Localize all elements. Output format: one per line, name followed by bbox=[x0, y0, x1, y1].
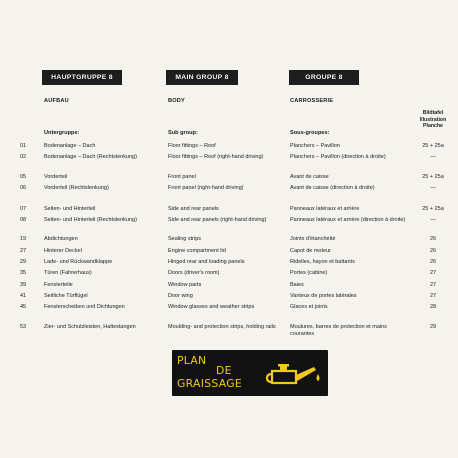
row-plate: 27 bbox=[429, 282, 437, 288]
logo-text-line: DE bbox=[216, 364, 232, 377]
subgroup-label-de: Untergruppe: bbox=[44, 130, 80, 136]
row-plate: 26 bbox=[429, 236, 437, 242]
section-title-fr: CARROSSERIE bbox=[290, 98, 334, 104]
row-text-en: Moulding- and protection strips, holding rails bbox=[168, 324, 276, 330]
row-number: 29 bbox=[20, 259, 27, 265]
row-text-de: Bodenanlage – Dach (Rechtslenkung) bbox=[44, 154, 137, 160]
row-number: 27 bbox=[20, 248, 27, 254]
row-text-de: Fensterteile bbox=[44, 282, 73, 288]
row-text-en: Window glasses and weather strips bbox=[168, 304, 255, 310]
oil-can-icon bbox=[266, 357, 324, 391]
row-number: 35 bbox=[20, 270, 27, 276]
row-number: 06 bbox=[20, 185, 27, 191]
row-text-fr: Capot de moteur bbox=[290, 248, 331, 254]
row-text-de: Fensterscheiben und Dichtungen bbox=[44, 304, 125, 310]
row-text-en: Side and rear panels (right-hand driving) bbox=[168, 217, 267, 223]
row-text-fr: Planchers – Pavillon (direction à droite) bbox=[290, 154, 386, 160]
row-number: 08 bbox=[20, 217, 27, 223]
row-plate: 27 bbox=[429, 270, 437, 276]
section-title-de: AUFBAU bbox=[44, 98, 69, 104]
header-de: HAUPTGRUPPE 8 bbox=[42, 70, 122, 85]
subgroup-label-en: Sub group: bbox=[168, 130, 198, 136]
plate-header-en: Illustration bbox=[419, 116, 447, 123]
row-text-de: Seiten- und Hinterteil (Rechtslenkung) bbox=[44, 217, 137, 223]
row-number: 07 bbox=[20, 206, 27, 212]
row-text-de: Seiten- und Hinterteil bbox=[44, 206, 96, 212]
row-plate: — bbox=[430, 217, 436, 223]
row-text-en: Engine compartment lid bbox=[168, 248, 226, 254]
logo-text-line: PLAN bbox=[177, 354, 207, 367]
row-text-fr: Planchers – Pavillon bbox=[290, 143, 340, 149]
row-text-en: Window parts bbox=[168, 282, 202, 288]
row-plate: 28 bbox=[429, 304, 437, 310]
plate-header-fr: Planche bbox=[423, 123, 443, 130]
row-text-de: Zier- und Schutzleisten, Haltestangen bbox=[44, 324, 136, 330]
plan-de-graissage-logo bbox=[172, 350, 328, 396]
row-text-en: Hinged rear and loading panels bbox=[168, 259, 245, 265]
plate-header-de: Bildtafel bbox=[422, 110, 444, 116]
row-text-de: Vorderteil (Rechtslenkung) bbox=[44, 185, 109, 191]
row-plate: — bbox=[430, 154, 436, 160]
row-text-de: Seitliche Türflügel bbox=[44, 293, 88, 299]
row-text-en: Front panel bbox=[168, 174, 196, 180]
row-text-fr: Avant de caisse bbox=[290, 174, 329, 180]
row-text-fr: Glaces et joints bbox=[290, 304, 328, 310]
row-text-en: Floor fittings – Roof bbox=[168, 143, 216, 149]
row-text-en: Doors (driver's room) bbox=[168, 270, 220, 276]
row-number: 45 bbox=[20, 304, 27, 310]
header-fr: GROUPE 8 bbox=[289, 70, 359, 85]
row-text-de: Lade- und Rückwandklappe bbox=[44, 259, 113, 265]
row-text-fr: Moulures, barres de protection et mains courantes bbox=[290, 324, 387, 338]
row-number: 02 bbox=[20, 154, 27, 160]
subgroup-label-fr: Sous-groupes: bbox=[290, 130, 330, 136]
row-text-en: Floor fittings – Roof (right-hand driving) bbox=[168, 154, 264, 160]
row-plate: — bbox=[430, 185, 436, 191]
row-text-fr: Baies bbox=[290, 282, 304, 288]
row-plate: 26 bbox=[429, 248, 437, 254]
row-text-fr: Joints d'étanchéité bbox=[290, 236, 336, 242]
row-plate: 25 + 25a bbox=[422, 143, 444, 149]
row-text-en: Sealing strips bbox=[168, 236, 202, 242]
row-plate: 29 bbox=[429, 324, 437, 330]
row-plate: 25 + 25a bbox=[422, 174, 444, 180]
row-plate: 26 bbox=[429, 259, 437, 265]
section-title-en: BODY bbox=[168, 98, 185, 104]
row-text-de: Hinterer Deckel bbox=[44, 248, 82, 254]
row-plate: 27 bbox=[429, 293, 437, 299]
row-text-en: Side and rear panels bbox=[168, 206, 219, 212]
row-number: 05 bbox=[20, 174, 27, 180]
logo-text-line: GRAISSAGE bbox=[177, 377, 242, 390]
row-text-fr: Ridelles, hayon et battants bbox=[290, 259, 355, 265]
row-text-de: Vorderteil bbox=[44, 174, 68, 180]
row-number: 53 bbox=[20, 324, 27, 330]
row-text-de: Bodenanlage – Dach bbox=[44, 143, 96, 149]
row-text-de: Türen (Fahrerhaus) bbox=[44, 270, 92, 276]
row-text-fr: Panneaux latéraux et arrière bbox=[290, 206, 360, 212]
row-number: 39 bbox=[20, 282, 27, 288]
row-number: 01 bbox=[20, 143, 27, 149]
row-text-fr: Panneaux latéraux et arrière (direction à droite) bbox=[290, 217, 406, 223]
row-text-fr: Vanteux de portes latérales bbox=[290, 293, 357, 299]
header-en: MAIN GROUP 8 bbox=[166, 70, 238, 85]
row-plate: 25 + 25a bbox=[422, 206, 444, 212]
row-text-en: Front panel (right-hand driving) bbox=[168, 185, 244, 191]
row-number: 19 bbox=[20, 236, 27, 242]
row-text-de: Abdichtungen bbox=[44, 236, 78, 242]
row-number: 41 bbox=[20, 293, 27, 299]
row-text-fr: Avant de caisse (direction à droite) bbox=[290, 185, 375, 191]
row-text-fr: Portes (cabine) bbox=[290, 270, 328, 276]
row-text-en: Door wing bbox=[168, 293, 193, 299]
